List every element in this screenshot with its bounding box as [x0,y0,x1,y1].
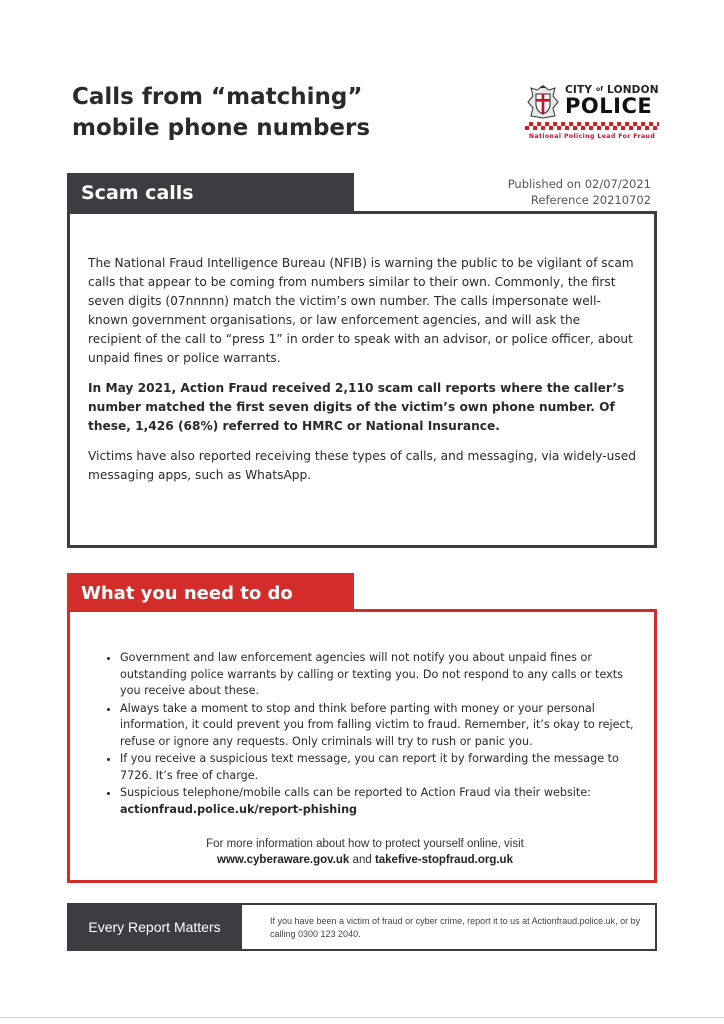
page-edge-line [0,1017,724,1018]
advice-item-text: Suspicious telephone/mobile calls can be reported to Action Fraud via their website: [120,786,591,799]
logo-city-text: CITY of LONDON [565,84,659,96]
more-info-text: For more information about how to protect yourself online, visit [206,838,524,850]
what-to-do-heading: What you need to do [67,573,354,613]
more-info [70,836,660,868]
city-of-london-police-logo [525,82,659,144]
published-date: Published on 02/07/2021 [507,177,651,191]
coat-of-arms-icon [525,84,561,120]
scam-calls-heading: Scam calls [67,173,354,213]
every-report-matters-banner: Every Report Matters [67,903,242,951]
scam-paragraph-2: In May 2021, Action Fraud received 2,110 scam call reports where the caller’s number matched the first seven digits of the victim’s own phone number. Of these, 1,426 (68%) referred to HMRC or National Insurance. [88,381,625,433]
reference-number: Reference 20210702 [530,193,651,207]
advice-list [98,650,634,818]
footer-report-text: If you have been a victim of fraud or cyber crime, report it to us at Actionfraud.police.uk, or by calling 0300 123 2040. [242,903,657,951]
logo-police-text: POLICE [565,94,653,118]
advice-item: • Government and law enforcement agencies will not notify you about unpaid fines or outstanding police warrants by calling or texting you. Do not respond to any calls or texts you receive about these. [120,650,634,700]
scam-paragraph-3: Victims have also reported receiving these types of calls, and messaging, via widely-used messaging apps, such as WhatsApp. [88,449,636,482]
report-phishing-link[interactable]: actionfraud.police.uk/report-phishing [120,802,358,816]
publication-meta [508,176,651,208]
scam-paragraph-1: The National Fraud Intelligence Bureau (NFIB) is warning the public to be vigilant of scam calls that appear to be coming from numbers similar to their own. Commonly, the first seven digits (07nnnnn) match the victim’s own number. The calls impersonate well-known government organisations, or law enforcement agencies, and will ask the recipient of the call to “press 1” in order to speak with an advisor, or police officer, about unpaid fines or police warrants. [88,256,634,365]
logo-tagline: National Policing Lead For Fraud [528,133,656,140]
advice-item: • If you receive a suspicious text message, you can report it by forwarding the message to 7726. It’s free of charge. [120,751,634,784]
checkerboard-band [525,122,659,130]
cyberaware-link[interactable]: www.cyberaware.gov.uk [217,854,350,866]
advice-item [120,785,634,818]
takefive-link[interactable]: takefive-stopfraud.org.uk [374,854,513,866]
more-info-and: and [352,854,372,866]
what-to-do-box [67,609,657,883]
page-title: Calls from “matching” mobile phone numbers [72,84,371,141]
scam-calls-box [67,211,657,548]
advice-item: • Always take a moment to stop and think before parting with money or your personal information, it could prevent you from falling victim to fraud. Remember, it’s okay to reject, refuse or ignore any requests. Only criminals will try to rush or panic you. [120,701,634,751]
